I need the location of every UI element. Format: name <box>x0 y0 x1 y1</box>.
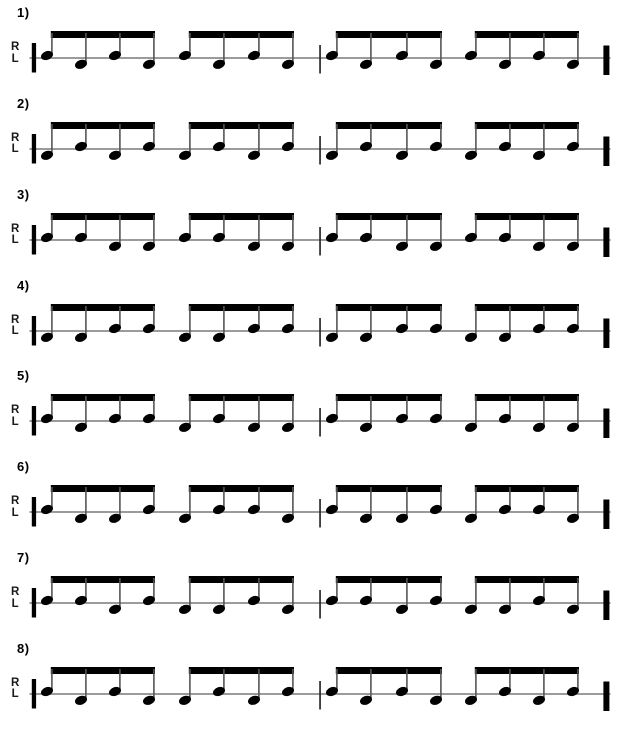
note-stem <box>189 669 191 700</box>
beam <box>336 576 442 583</box>
note-stem <box>292 33 294 64</box>
barline-end <box>603 500 609 530</box>
notation-staff <box>0 91 626 182</box>
hand-label-right: R <box>11 676 20 689</box>
notation-staff <box>0 545 626 636</box>
barline-middle <box>319 136 321 165</box>
note-stem <box>475 306 477 337</box>
note-stem <box>336 306 338 337</box>
beam <box>475 485 579 492</box>
beam <box>51 304 155 311</box>
beam <box>51 31 155 38</box>
note-stem <box>51 306 53 337</box>
hand-label-right: R <box>11 586 20 599</box>
note-stem <box>406 124 408 155</box>
note-stem <box>475 578 477 609</box>
beam <box>336 394 442 401</box>
barline-middle <box>319 318 321 347</box>
note-stem <box>370 33 372 64</box>
beam <box>51 122 155 129</box>
note-stem <box>189 487 191 518</box>
beam <box>51 576 155 583</box>
exercise-number: 8) <box>17 640 30 656</box>
beam <box>475 667 579 674</box>
note-stem <box>577 33 579 64</box>
beam <box>336 122 442 129</box>
hand-label-right: R <box>11 495 20 508</box>
beam <box>51 667 155 674</box>
hand-label-right: R <box>11 404 20 417</box>
barline-end <box>603 318 609 348</box>
notation-staff <box>0 0 626 91</box>
exercise-number: 6) <box>17 459 30 475</box>
note-stem <box>370 396 372 427</box>
beam <box>189 213 294 220</box>
beam <box>189 394 294 401</box>
hand-label-left: L <box>11 52 19 65</box>
notation-staff <box>0 636 626 727</box>
barline-end <box>603 681 609 711</box>
note-stem <box>543 215 545 246</box>
hand-label-left: L <box>11 688 19 701</box>
note-stem <box>577 487 579 518</box>
barline-start <box>32 679 36 709</box>
note-stem <box>85 396 87 427</box>
exercise-row <box>0 0 626 91</box>
beam <box>475 213 579 220</box>
hand-label-right: R <box>11 41 20 53</box>
barline-start <box>32 225 36 255</box>
note-stem <box>292 487 294 518</box>
note-stem <box>153 669 155 700</box>
exercise-row <box>0 91 626 182</box>
note-stem <box>440 669 442 700</box>
note-stem <box>223 578 225 609</box>
hand-label-left: L <box>11 597 19 610</box>
hand-label-left: L <box>11 325 19 338</box>
note-stem <box>292 578 294 609</box>
barline-middle <box>319 590 321 619</box>
hand-label-left: L <box>11 506 19 519</box>
note-stem <box>440 215 442 246</box>
note-stem <box>223 33 225 64</box>
hand-label-right: R <box>11 222 20 235</box>
beam <box>475 122 579 129</box>
beam <box>51 485 155 492</box>
note-stem <box>370 487 372 518</box>
note-stem <box>85 669 87 700</box>
note-stem <box>258 215 260 246</box>
exercise-number: 3) <box>17 186 30 202</box>
exercise-row <box>0 454 626 545</box>
beam <box>475 31 579 38</box>
note-stem <box>440 33 442 64</box>
note-stem <box>189 578 191 609</box>
hand-label-left: L <box>11 143 19 156</box>
hand-label-left: L <box>11 415 19 428</box>
note-stem <box>258 396 260 427</box>
beam <box>336 485 442 492</box>
beam <box>189 304 294 311</box>
barline-middle <box>319 45 321 74</box>
barline-end <box>603 409 609 439</box>
note-stem <box>119 487 121 518</box>
note-stem <box>475 487 477 518</box>
barline-start <box>32 406 36 436</box>
barline-end <box>603 227 609 257</box>
note-stem <box>509 33 511 64</box>
barline-middle <box>319 227 321 256</box>
note-stem <box>475 124 477 155</box>
barline-start <box>32 43 36 73</box>
notation-staff <box>0 273 626 364</box>
note-stem <box>189 396 191 427</box>
note-stem <box>223 306 225 337</box>
note-stem <box>119 124 121 155</box>
note-stem <box>509 306 511 337</box>
hand-label-left: L <box>11 234 19 247</box>
note-stem <box>292 396 294 427</box>
beam <box>189 122 294 129</box>
exercise-row <box>0 636 626 727</box>
note-stem <box>153 215 155 246</box>
note-stem <box>189 124 191 155</box>
note-stem <box>189 306 191 337</box>
note-stem <box>509 578 511 609</box>
exercise-number: 4) <box>17 277 30 293</box>
notation-staff <box>0 363 626 454</box>
barline-middle <box>319 681 321 710</box>
barline-end <box>603 46 609 76</box>
note-stem <box>85 33 87 64</box>
note-stem <box>577 578 579 609</box>
note-stem <box>336 124 338 155</box>
notation-staff <box>0 454 626 545</box>
barline-end <box>603 136 609 166</box>
beam <box>475 304 579 311</box>
note-stem <box>153 33 155 64</box>
note-stem <box>406 578 408 609</box>
exercise-row <box>0 363 626 454</box>
exercise-number: 1) <box>17 5 30 20</box>
beam <box>189 31 294 38</box>
beam <box>475 576 579 583</box>
note-stem <box>85 487 87 518</box>
note-stem <box>577 396 579 427</box>
beam <box>51 394 155 401</box>
note-stem <box>370 306 372 337</box>
barline-start <box>32 497 36 527</box>
note-stem <box>51 124 53 155</box>
note-stem <box>258 124 260 155</box>
note-stem <box>85 306 87 337</box>
beam <box>189 667 294 674</box>
exercise-number: 7) <box>17 550 30 566</box>
beam <box>475 394 579 401</box>
note-stem <box>370 669 372 700</box>
note-stem <box>475 396 477 427</box>
beam <box>336 31 442 38</box>
hand-label-right: R <box>11 313 20 326</box>
note-stem <box>543 124 545 155</box>
barline-start <box>32 588 36 618</box>
note-stem <box>543 669 545 700</box>
barline-end <box>603 591 609 621</box>
beam <box>189 485 294 492</box>
beam <box>336 667 442 674</box>
hand-label-right: R <box>11 131 20 144</box>
notation-staff <box>0 182 626 273</box>
note-stem <box>258 669 260 700</box>
barline-middle <box>319 499 321 528</box>
beam <box>336 213 442 220</box>
beam <box>336 304 442 311</box>
note-stem <box>292 215 294 246</box>
note-stem <box>119 215 121 246</box>
exercise-row <box>0 273 626 364</box>
note-stem <box>577 215 579 246</box>
note-stem <box>475 669 477 700</box>
note-stem <box>406 215 408 246</box>
exercise-number: 5) <box>17 368 30 384</box>
barline-middle <box>319 408 321 437</box>
exercise-number: 2) <box>17 95 30 111</box>
barline-start <box>32 316 36 346</box>
note-stem <box>119 578 121 609</box>
barline-start <box>32 134 36 164</box>
exercise-row <box>0 545 626 636</box>
exercise-row <box>0 182 626 273</box>
note-stem <box>543 396 545 427</box>
beam <box>51 213 155 220</box>
note-stem <box>406 487 408 518</box>
beam <box>189 576 294 583</box>
